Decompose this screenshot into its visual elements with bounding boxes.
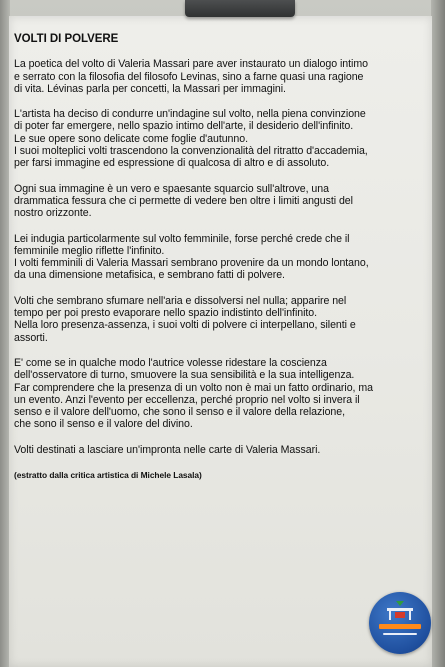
text-line: senso e il valore dell'uomo, che sono il senso e il valore della relazione, (14, 406, 345, 419)
text-line: Lei indugia particolarmente sul volto femminile, forse perché crede che il (14, 232, 350, 245)
text-line: da una dimensione metafisica, e sembrano fatti di polvere. (14, 269, 285, 282)
text-line: e serrato con la filosofia del filosofo Levinas, sino a farne quasi una ragione (14, 70, 364, 83)
paragraph (14, 444, 426, 456)
text-line: L'artista ha deciso di condurre un'indagine sul volto, nella piena convinzione (14, 108, 366, 121)
text-line: Le sue opere sono delicate come foglie d'autunno. (14, 132, 248, 145)
text-line: di vita. Lévinas parla per concetti, la Massari per immagini. (14, 82, 286, 95)
text-line: per farsi immagine ed espressione di qualcosa di altro e di assoluto. (14, 157, 330, 170)
text-line: nostro orizzonte. (14, 207, 92, 220)
text-line: assorti. (14, 331, 48, 344)
book-tree-icon (369, 592, 431, 654)
text-line: Ogni sua immagine è un vero e spaesante squarcio sull'altrove, una (14, 182, 329, 195)
paragraph (14, 183, 426, 220)
text-line: Volti destinati a lasciare un'impronta nelle carte di Valeria Massari. (14, 443, 321, 456)
paragraph (14, 58, 426, 95)
paragraphs (14, 58, 426, 456)
text-line: Nella loro presenza-assenza, i suoi volti di polvere ci interpellano, silenti e (14, 319, 356, 332)
watermark-logo (369, 592, 431, 654)
text-line: La poetica del volto di Valeria Massari pare aver instaurato un dialogo intimo (14, 58, 368, 71)
credit-line: (estratto dalla critica artistica di Michele Lasala) (14, 470, 202, 481)
text-line: di poter far emergere, nello spazio intimo dell'arte, il desiderio dell'infinito. (14, 120, 354, 133)
text-line: femminile meglio riflette l'infinito. (14, 244, 165, 257)
paragraph (14, 108, 426, 169)
text-line: I volti femminili di Valeria Massari sembrano provenire da un mondo lontano, (14, 257, 369, 270)
text-line: Far comprendere che la presenza di un volto non è mai un fatto ordinario, ma (14, 381, 373, 394)
text-line: drammatica fessura che ci permette di vedere ben oltre i limiti angusti del (14, 194, 353, 207)
text-line: tempo per poi presto evaporare nello spazio indistinto dell'infinito. (14, 307, 318, 320)
panel-content (14, 33, 426, 481)
text-line: E' come se in qualche modo l'autrice volesse ridestare la coscienza (14, 356, 327, 369)
panel-clip (185, 0, 295, 17)
text-line: un evento. Anzi l'evento per eccellenza, perché proprio nel volto si invera il (14, 393, 360, 406)
paragraph (14, 295, 426, 344)
frame-edge-right (431, 0, 445, 667)
panel-title: VOLTI DI POLVERE (14, 33, 119, 45)
text-line: I suoi molteplici volti trascendono la convenzionalità del ritratto d'accademia, (14, 145, 368, 158)
text-line: dell'osservatore di turno, smuovere la sua sensibilità e la sua intelligenza. (14, 369, 355, 382)
paragraph (14, 357, 426, 431)
paragraph (14, 233, 426, 282)
text-line: Volti che sembrano sfumare nell'aria e dissolversi nel nulla; apparire nel (14, 294, 347, 307)
text-line: che sono il senso e il valore del divino. (14, 418, 193, 431)
